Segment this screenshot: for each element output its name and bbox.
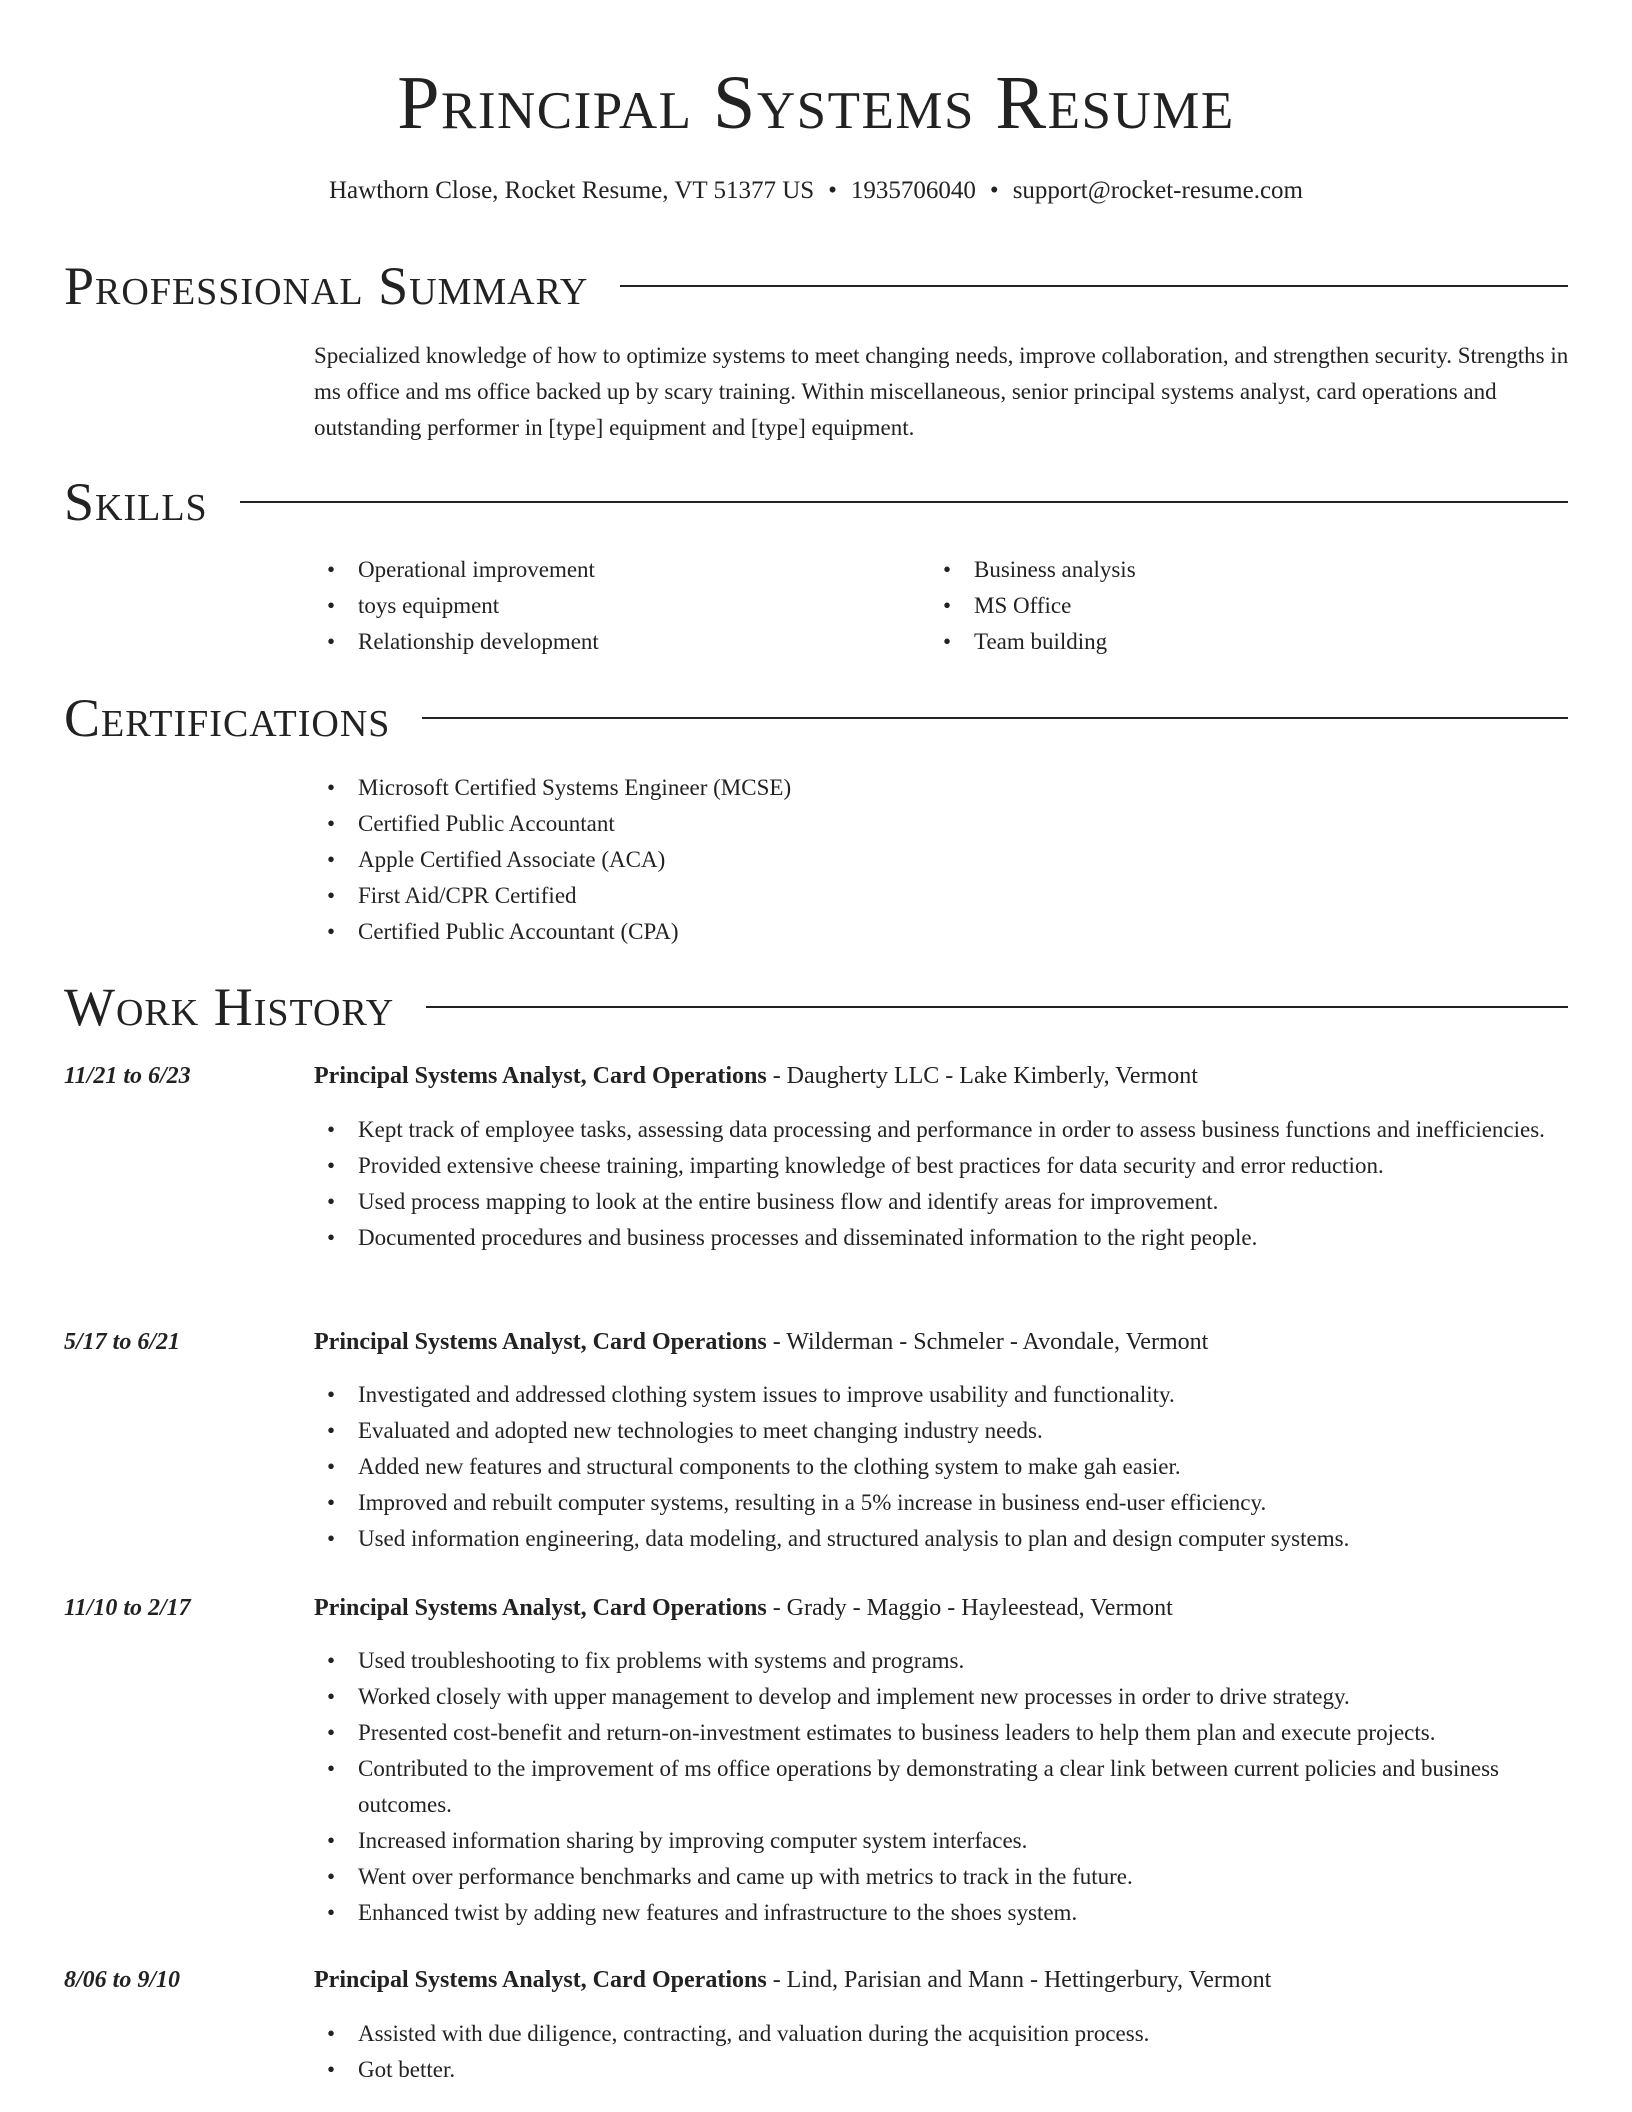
- certification-item: • Apple Certified Associate (ACA): [314, 842, 1514, 878]
- job-employer-location: - Grady - Maggio - Hayleestead, Vermont: [766, 1595, 1173, 1621]
- section-divider: [426, 1006, 1568, 1008]
- job-bullet: • Used information engineering, data modeling, and structured analysis to plan and design computer systems.: [314, 1521, 1564, 1557]
- contact-separator: •: [989, 177, 999, 204]
- work-history-heading: [64, 975, 1568, 1039]
- job-employer-location: - Lind, Parisian and Mann - Hettingerbury, Vermont: [766, 1967, 1272, 1993]
- certification-item: • First Aid/CPR Certified: [314, 878, 1514, 914]
- skill-item: • MS Office: [930, 588, 1490, 624]
- job-bullet: • Enhanced twist by adding new features and infrastructure to the shoes system.: [314, 1895, 1564, 1931]
- job-title-line: [314, 1059, 1584, 1093]
- job-bullet: • Provided extensive cheese training, imparting knowledge of best practices for data security and error reduction.: [314, 1148, 1564, 1184]
- job-dates: 5/17 to 6/21: [64, 1329, 181, 1355]
- resume-title: Principal Systems Resume: [397, 61, 1235, 145]
- job-bullet: • Investigated and addressed clothing system issues to improve usability and functionality.: [314, 1377, 1564, 1413]
- job-title-line: [314, 1963, 1584, 1997]
- job-bullet: • Worked closely with upper management to develop and implement new processes in order to drive strategy.: [314, 1679, 1564, 1715]
- job-bullet: • Evaluated and adopted new technologies to meet changing industry needs.: [314, 1413, 1564, 1449]
- job-bullet: • Used troubleshooting to fix problems with systems and programs.: [314, 1643, 1564, 1679]
- contact-address: Hawthorn Close, Rocket Resume, VT 51377 US: [329, 177, 815, 204]
- job-dates: 11/21 to 6/23: [64, 1063, 191, 1089]
- skill-item: • Business analysis: [930, 552, 1490, 588]
- job-bullet: • Assisted with due diligence, contracting, and valuation during the acquisition process.: [314, 2016, 1564, 2052]
- job-bullet-list: [314, 1643, 1564, 1931]
- job-title-line: [314, 1591, 1584, 1625]
- job-title-line: [314, 1325, 1584, 1359]
- certification-item: • Certified Public Accountant: [314, 806, 1514, 842]
- certification-item: • Microsoft Certified Systems Engineer (MCSE): [314, 770, 1514, 806]
- job-bullet: • Improved and rebuilt computer systems, resulting in a 5% increase in business end-user efficiency.: [314, 1485, 1564, 1521]
- job-employer-location: - Daugherty LLC - Lake Kimberly, Vermont: [766, 1063, 1198, 1089]
- skill-item: • Operational improvement: [314, 552, 874, 588]
- section-divider: [422, 717, 1568, 719]
- job-bullet: • Got better.: [314, 2052, 1564, 2088]
- contact-email[interactable]: support@rocket-resume.com: [1012, 177, 1303, 204]
- job-bullet-list: [314, 2016, 1564, 2088]
- job-bullet: • Went over performance benchmarks and came up with metrics to track in the future.: [314, 1859, 1564, 1895]
- contact-line: [0, 175, 1632, 207]
- section-heading-label: Professional Summary: [64, 256, 589, 316]
- skills-heading: [64, 470, 1568, 534]
- job-bullet-list: [314, 1377, 1564, 1557]
- certifications-list: [314, 770, 1514, 950]
- job-bullet: • Contributed to the improvement of ms office operations by demonstrating a clear link between current policies and business outcomes.: [314, 1751, 1564, 1823]
- contact-phone: 1935706040: [850, 177, 976, 204]
- certifications-heading: [64, 686, 1568, 750]
- skills-list-left: [314, 552, 874, 660]
- job-employer-location: - Wilderman - Schmeler - Avondale, Vermont: [766, 1329, 1209, 1355]
- professional-summary-heading: [64, 254, 1568, 318]
- job-bullet: • Used process mapping to look at the entire business flow and identify areas for improvement.: [314, 1184, 1564, 1220]
- summary-text: Specialized knowledge of how to optimize systems to meet changing needs, improve collaboration, and strengthen security. Strengths in ms office and ms office backed up by scary training. Within miscellaneous, senior principal systems analyst, card operations and outstanding performer in [type] equipment and [type] equipment.: [314, 343, 1569, 440]
- job-dates: 11/10 to 2/17: [64, 1595, 191, 1621]
- job-bullet: • Kept track of employee tasks, assessing data processing and performance in order to assess business functions and inefficiencies.: [314, 1112, 1564, 1148]
- section-heading-label: Certifications: [64, 688, 391, 748]
- job-title: Principal Systems Analyst, Card Operations: [314, 1595, 767, 1621]
- section-heading-label: Skills: [64, 472, 208, 532]
- certification-item: • Certified Public Accountant (CPA): [314, 914, 1514, 950]
- job-bullet: • Documented procedures and business processes and disseminated information to the right people.: [314, 1220, 1564, 1256]
- skill-item: • toys equipment: [314, 588, 874, 624]
- job-title: Principal Systems Analyst, Card Operations: [314, 1967, 767, 1993]
- contact-separator: •: [828, 177, 837, 204]
- skills-list-right: [930, 552, 1490, 660]
- job-bullet: • Presented cost-benefit and return-on-investment estimates to business leaders to help them plan and execute projects.: [314, 1715, 1564, 1751]
- job-title: Principal Systems Analyst, Card Operations: [314, 1329, 767, 1355]
- section-heading-label: Work History: [64, 977, 395, 1037]
- job-bullet-list: [314, 1112, 1564, 1256]
- section-divider: [620, 285, 1568, 287]
- skill-item: • Team building: [930, 624, 1490, 660]
- section-divider: [240, 501, 1568, 503]
- job-dates: 8/06 to 9/10: [64, 1967, 181, 1993]
- job-bullet: • Increased information sharing by improving computer system interfaces.: [314, 1823, 1564, 1859]
- job-bullet: • Added new features and structural components to the clothing system to make gah easier.: [314, 1449, 1564, 1485]
- skill-item: • Relationship development: [314, 624, 874, 660]
- job-title: Principal Systems Analyst, Card Operations: [314, 1063, 767, 1089]
